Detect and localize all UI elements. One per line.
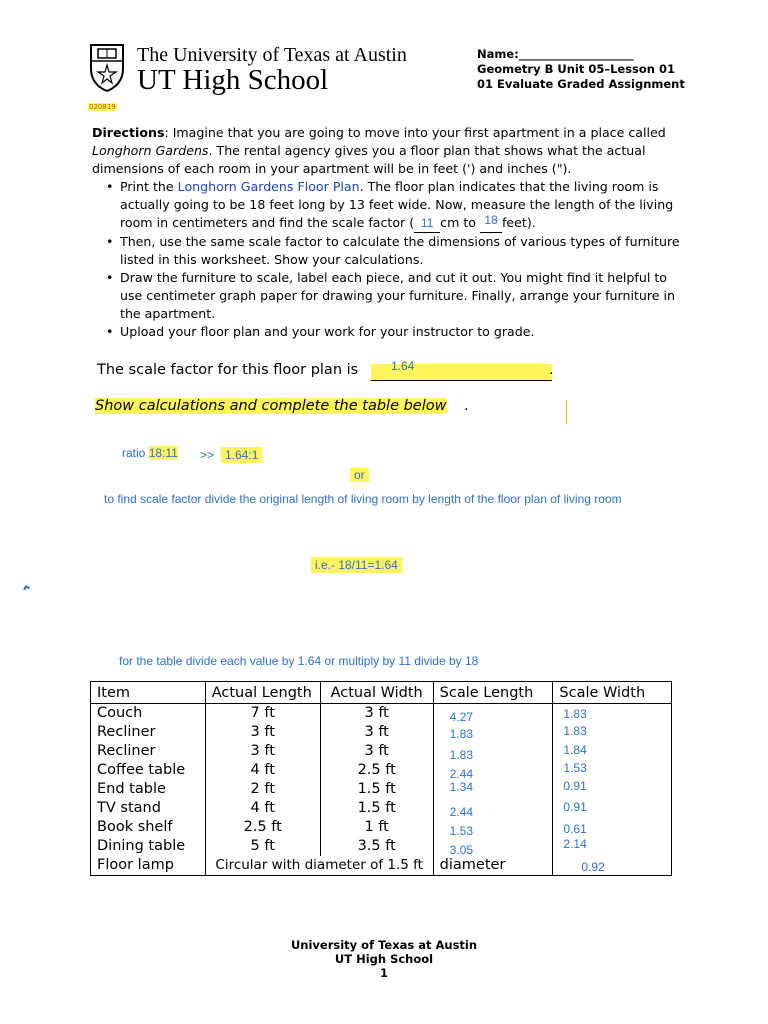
scale-width-value: 0.92 xyxy=(581,860,605,874)
directions-item-draw: • Draw the furniture to scale, label each piece, and cut it out. You might find it helpful to use centimeter graph paper for drawing your furniture. Finally, arrange your furniture in the apartment. xyxy=(102,269,692,323)
name-field-label: Name:____________________ xyxy=(477,47,634,61)
cell-scale-length xyxy=(433,780,553,799)
page-number: 1 xyxy=(379,966,388,980)
furniture-table xyxy=(90,681,672,876)
cell-actual-width: 2.5 ft xyxy=(320,761,433,780)
cell-item: Book shelf xyxy=(91,818,206,837)
header-actual-length: Actual Length xyxy=(205,682,320,704)
cell-scale-width xyxy=(553,723,672,742)
scale-factor-value: 1.64 xyxy=(391,359,415,373)
cm-blank xyxy=(414,214,440,233)
cell-actual-length: 5 ft xyxy=(205,837,320,856)
cell-item: Floor lamp xyxy=(91,856,206,876)
scale-width-value: 1.84 xyxy=(563,743,587,757)
cell-actual-width: 1.5 ft xyxy=(320,799,433,818)
directions-intro xyxy=(92,124,692,178)
text-cursor xyxy=(566,400,567,424)
item-text: feet). xyxy=(502,215,536,230)
cell-item: TV stand xyxy=(91,799,206,818)
item-text: Print the xyxy=(120,179,178,194)
calculation-note: i.e.- 18/11=1.64 xyxy=(311,557,402,573)
cell-scale-width xyxy=(553,780,672,799)
scale-length-value: 1.34 xyxy=(449,780,474,794)
cell-item: Couch xyxy=(91,704,206,724)
assignment-line: 01 Evaluate Graded Assignment xyxy=(477,77,685,91)
cm-value: 11 xyxy=(420,216,434,230)
table-row xyxy=(91,723,672,742)
cell-actual-width: 3.5 ft xyxy=(320,837,433,856)
floor-plan-link[interactable]: Longhorn Gardens Floor Plan xyxy=(177,179,360,194)
cell-merged-dimensions: Circular with diameter of 1.5 ft xyxy=(205,856,433,876)
place-name: Longhorn Gardens xyxy=(92,143,209,158)
cell-actual-length: 4 ft xyxy=(205,799,320,818)
page-footer xyxy=(0,938,768,980)
scale-factor-prompt: The scale factor for this floor plan is xyxy=(97,362,359,378)
scale-width-value: 1.53 xyxy=(563,761,587,775)
cell-item: Coffee table xyxy=(91,761,206,780)
item-text: cm to xyxy=(440,215,480,230)
school-name: UT High School xyxy=(137,64,329,96)
table-row xyxy=(91,837,672,856)
scale-width-value: 2.14 xyxy=(563,837,587,851)
cell-item: Recliner xyxy=(91,742,206,761)
scale-length-value: 4.27 xyxy=(449,710,474,724)
cell-scale-length: diameter xyxy=(433,856,553,876)
header-scale-width: Scale Width xyxy=(553,682,672,704)
intro-text-2: . The rental agency gives you a floor plan that shows what the actual dimensions of each room in your apartment will be in feet (') and inches ("). xyxy=(92,143,646,176)
table-row xyxy=(91,799,672,818)
document-code: 020819 xyxy=(89,103,116,111)
ratio-note xyxy=(122,446,178,460)
arrow-note: >> xyxy=(200,448,215,462)
footer-university: University of Texas at Austin xyxy=(290,938,478,952)
show-calculations-heading xyxy=(95,398,447,414)
scale-width-value: 1.83 xyxy=(563,724,587,738)
or-note: or xyxy=(350,468,369,482)
cell-item: Recliner xyxy=(91,723,206,742)
directions-item-print xyxy=(102,178,692,233)
cell-scale-length xyxy=(433,742,553,761)
cell-actual-width: 3 ft xyxy=(320,742,433,761)
cell-scale-length xyxy=(433,723,553,742)
cell-actual-width: 1 ft xyxy=(320,818,433,837)
cell-scale-width xyxy=(553,704,672,724)
table-row xyxy=(91,704,672,724)
ratio-value: 18:11 xyxy=(148,446,178,460)
table-row xyxy=(91,856,672,876)
table-header-row xyxy=(91,682,672,704)
course-line: Geometry B Unit 05–Lesson 01 xyxy=(477,62,675,76)
scale-length-value: 2.44 xyxy=(449,767,474,781)
cell-scale-length xyxy=(433,799,553,818)
directions-item-scale: • Then, use the same scale factor to calculate the dimensions of various types of furniture listed in this worksheet. Show your calculations. xyxy=(102,233,692,269)
method-note: to find scale factor divide the original length of living room by length of the floor plan of living room xyxy=(104,492,622,506)
cell-actual-length: 3 ft xyxy=(205,742,320,761)
cell-actual-length: 3 ft xyxy=(205,723,320,742)
ft-blank xyxy=(480,214,502,233)
header-actual-width: Actual Width xyxy=(320,682,433,704)
stray-pen-mark xyxy=(23,585,30,592)
header-scale-length: Scale Length xyxy=(433,682,553,704)
table-row xyxy=(91,780,672,799)
table-body xyxy=(91,704,672,876)
scale-width-value: 0.61 xyxy=(563,822,587,836)
ratio-label: ratio xyxy=(122,446,149,460)
cell-scale-width xyxy=(553,837,672,856)
directions-item-upload: • Upload your floor plan and your work for your instructor to grade. xyxy=(102,323,692,341)
item-text: . The floor plan indicates that the living room is actually going to be 18 feet long by 13 feet wide. Now, measure the length of the living room in centimeters and find the scale factor ( xyxy=(120,179,674,230)
show-calc-text: Show calculations and complete the table below xyxy=(95,398,447,414)
cell-actual-length: 4 ft xyxy=(205,761,320,780)
scale-width-value: 1.83 xyxy=(563,707,587,721)
ft-value: 18 xyxy=(484,213,498,227)
cell-actual-width: 3 ft xyxy=(320,704,433,724)
cell-scale-width xyxy=(553,856,672,876)
scale-length-value: 3.05 xyxy=(449,843,474,857)
university-name: The University of Texas at Austin xyxy=(137,44,407,66)
intro-text: : Imagine that you are going to move into your first apartment in a place called xyxy=(164,125,666,140)
cell-item: End table xyxy=(91,780,206,799)
cell-actual-length: 2.5 ft xyxy=(205,818,320,837)
table-instruction-note: for the table divide each value by 1.64 or multiply by 11 divide by 18 xyxy=(119,654,479,668)
scale-width-value: 0.91 xyxy=(563,800,587,814)
scale-factor-period: . xyxy=(549,362,554,378)
footer-school: UT High School xyxy=(334,952,434,966)
ut-shield-logo xyxy=(89,43,125,93)
cell-scale-width xyxy=(553,799,672,818)
directions-label: Directions xyxy=(92,125,165,140)
cell-actual-width: 3 ft xyxy=(320,723,433,742)
cell-item: Dining table xyxy=(91,837,206,856)
scale-length-value: 2.44 xyxy=(449,805,474,819)
ratio-result: 1.64:1 xyxy=(221,447,262,463)
scale-length-value: 1.53 xyxy=(449,824,474,838)
header-item: Item xyxy=(91,682,206,704)
directions-list xyxy=(102,178,692,341)
scale-width-value: 0.91 xyxy=(563,779,587,793)
directions-block xyxy=(92,124,692,341)
cell-scale-length xyxy=(433,704,553,724)
show-calc-period: . xyxy=(464,398,469,414)
scale-length-value: 1.83 xyxy=(449,748,474,762)
cell-actual-length: 7 ft xyxy=(205,704,320,724)
cell-actual-width: 1.5 ft xyxy=(320,780,433,799)
scale-length-value: 1.83 xyxy=(449,727,474,741)
cell-actual-length: 2 ft xyxy=(205,780,320,799)
